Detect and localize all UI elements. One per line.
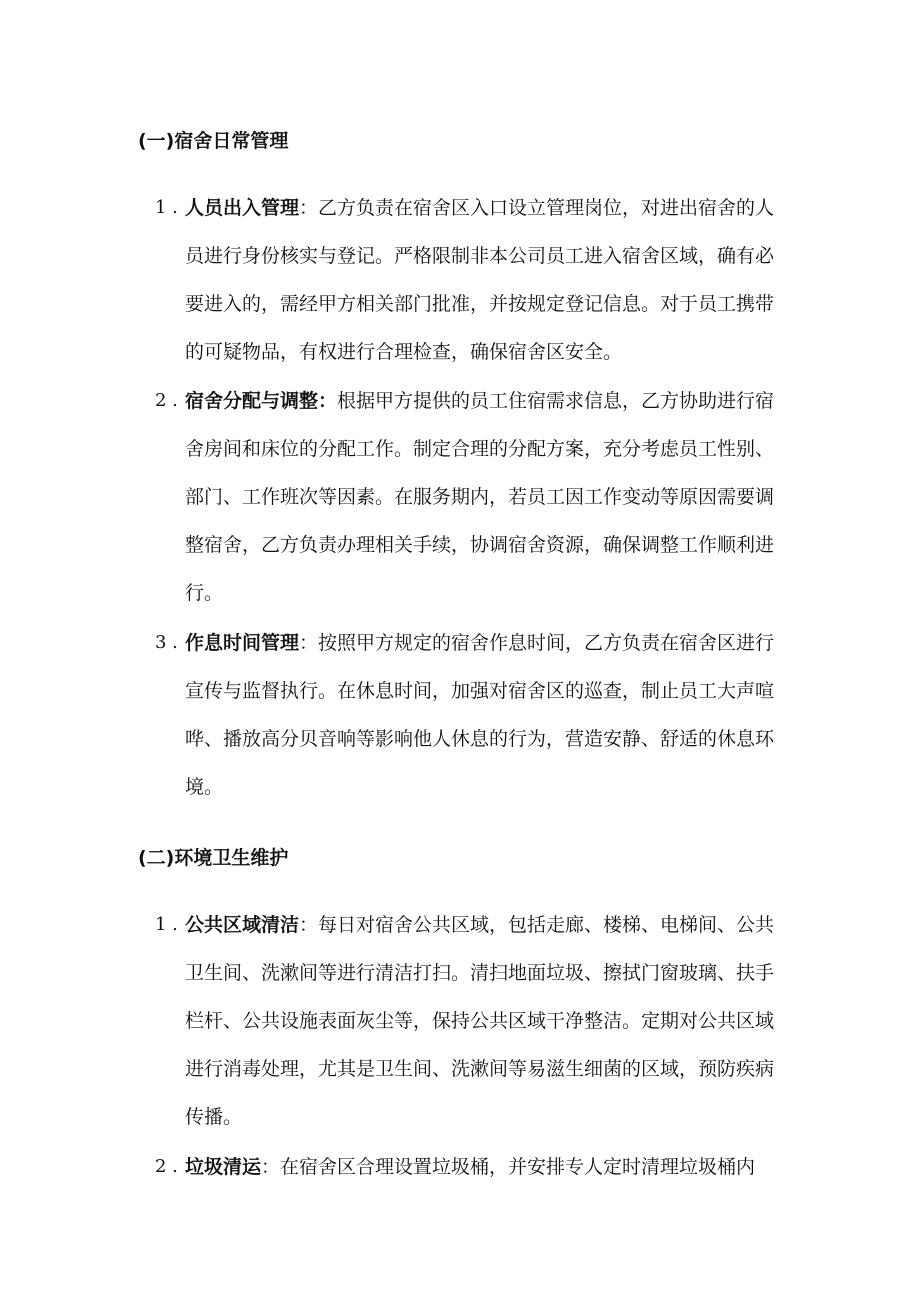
item-number: 3 . <box>155 632 178 653</box>
list-item-garbage-removal <box>155 1143 785 1191</box>
item-number: 2 . <box>155 390 178 411</box>
item-text: ：每日对宿舍公共区域，包括走廊、楼梯、电梯间、公共卫生间、洗漱间等进行清洁打扫。清扫地面垃圾、擦拭门窗玻璃、扶手栏杆、公共设施表面灰尘等，保持公共区域干净整洁。定期对公共区域进行消毒处理，尤其是卫生间、洗漱间等易滋生细菌的区域，预防疾病传播。 <box>185 914 775 1128</box>
item-text: ：按照甲方规定的宿舍作息时间，乙方负责在宿舍区进行宣传与监督执行。在休息时间，加强对宿舍区的巡查，制止员工大声喧哗、播放高分贝音响等影响他人休息的行为，营造安静、舒适的休息环境。 <box>185 632 775 798</box>
section-heading-environment-hygiene: (二)环境卫生维护 <box>138 847 289 869</box>
list-item-schedule-management <box>155 619 785 811</box>
list-item-public-area-cleaning <box>155 901 785 1141</box>
item-number: 1 . <box>155 914 178 935</box>
item-title: 公共区域清洁 <box>185 914 300 936</box>
item-number: 1 . <box>155 197 178 218</box>
item-title: 人员出入管理 <box>185 197 300 219</box>
item-text: ：在宿舍区合理设置垃圾桶，并安排专人定时清理垃圾桶内 <box>261 1156 756 1178</box>
list-item-dorm-allocation <box>155 377 785 617</box>
item-text: ：乙方负责在宿舍区入口设立管理岗位，对进出宿舍的人员进行身份核实与登记。严格限制非本公司员工进入宿舍区域，确有必要进入的，需经甲方相关部门批准，并按规定登记信息。对于员工携带的可疑物品，有权进行合理检查，确保宿舍区安全。 <box>185 197 775 363</box>
item-number: 2 . <box>155 1156 178 1177</box>
item-title: 作息时间管理 <box>185 632 300 654</box>
item-title: 垃圾清运 <box>185 1156 262 1178</box>
section-heading-daily-management: (一)宿舍日常管理 <box>138 130 289 152</box>
item-title: 宿舍分配与调整： <box>185 390 338 412</box>
list-item-personnel-access <box>155 184 785 376</box>
item-text: 根据甲方提供的员工住宿需求信息，乙方协助进行宿舍房间和床位的分配工作。制定合理的分配方案，充分考虑员工性别、部门、工作班次等因素。在服务期内，若员工因工作变动等原因需要调整宿舍，乙方负责办理相关手续，协调宿舍资源，确保调整工作顺利进行。 <box>185 390 775 604</box>
